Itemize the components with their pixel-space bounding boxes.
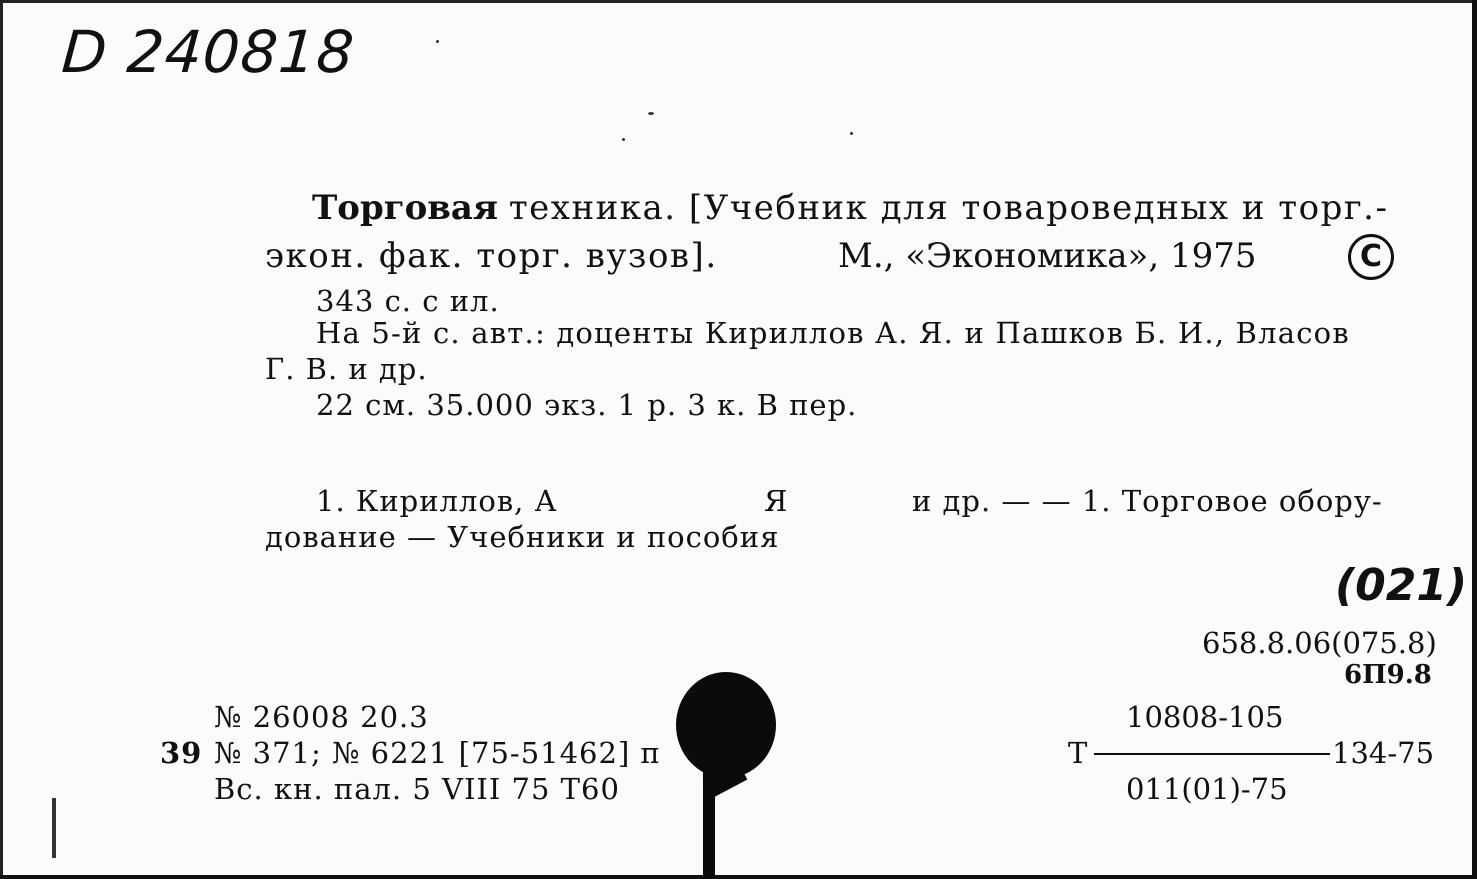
card-border-right [1472,0,1477,879]
handwritten-card-number: D 240818 [59,18,357,86]
footer-line-1: № 26008 20.3 [214,700,429,734]
card-border-top [0,0,1477,3]
card-border-left [0,0,3,879]
format-line: 22 см. 35.000 экз. 1 р. 3 к. В пер. [316,388,858,422]
speck [436,40,439,43]
index-code-bottom: 011(01)-75 [1126,772,1288,806]
publisher-text: М., «Экономика», 1975 [838,236,1257,276]
fraction-line [1094,753,1330,755]
publisher-line [838,236,1256,276]
footer-line-2: № 371; № 6221 [75-51462] п [214,736,661,770]
authors-line-1: На 5-й с. авт.: доценты Кириллов А. Я. и Пашков Б. И., Власов [316,316,1350,350]
subject-right: и др. — — 1. Торговое обору- [912,484,1383,518]
pages-line: 343 с. с ил. [316,284,500,318]
index-code-right: 134-75 [1332,736,1435,770]
authors-line-2: Г. В. и др. [265,352,428,386]
udc-code: 658.8.06(075.8) [1202,626,1437,660]
subject-left: 1. Кириллов, А [316,484,558,518]
card-border-bottom [0,875,1477,879]
speck [850,132,853,135]
title-line-2 [265,236,718,276]
title-line-1 [312,188,1388,228]
edge-mark [52,798,56,858]
handwritten-note: (021) [1335,560,1468,611]
bbk-code: 6П9.8 [1344,660,1432,690]
speck [648,112,654,115]
footer-prefix: 39 [160,736,203,770]
speck [622,138,625,141]
title-bold-word: Торговая [312,188,499,228]
index-code-left: Т [1068,736,1089,770]
title-line2-a: экон. фак. торг. вузов]. [265,236,718,276]
title-rest: техника. [Учебник для товароведных и торг.- [508,188,1389,228]
subject-mid: Я [764,484,789,518]
ink-blot [676,672,776,778]
copyright-symbol: C [1348,234,1394,280]
index-code-top: 10808-105 [1126,700,1284,734]
footer-line-3: Вс. кн. пал. 5 VIII 75 Т60 [214,772,620,806]
subject-line-2: дование — Учебники и пособия [265,520,780,554]
